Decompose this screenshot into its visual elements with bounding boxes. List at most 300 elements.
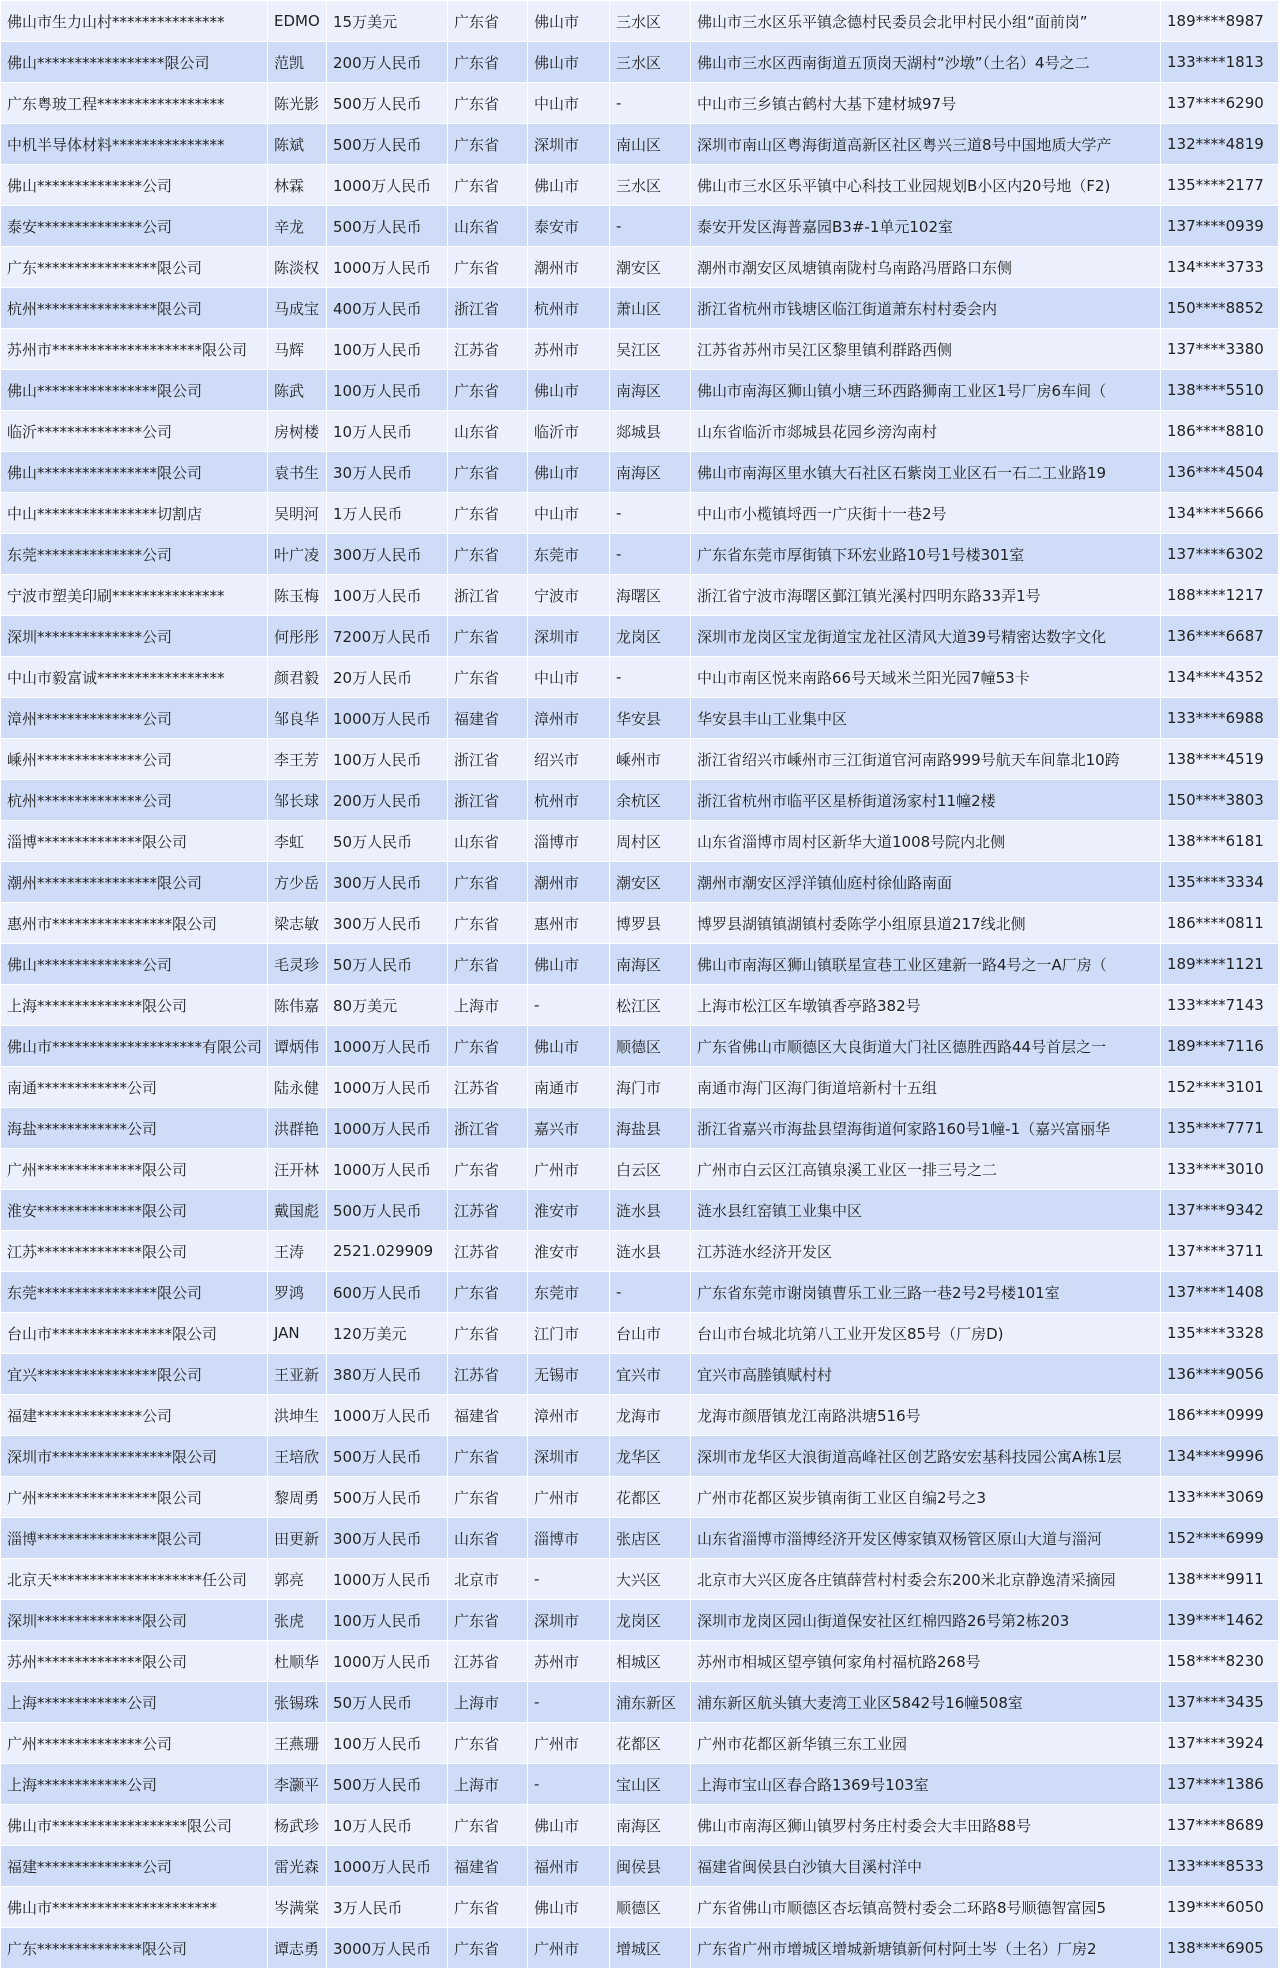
company-name-cell: 深圳**************限公司 xyxy=(1,1600,268,1641)
province-cell: 福建省 xyxy=(448,1846,528,1887)
city-cell: 佛山市 xyxy=(528,452,610,493)
table-row xyxy=(1,1067,1279,1108)
legal-person-cell: 陈斌 xyxy=(268,124,327,165)
phone-cell: 138****4519 xyxy=(1161,739,1279,780)
district-cell: 相城区 xyxy=(610,1641,691,1682)
registered-capital-cell: 20万人民币 xyxy=(327,657,448,698)
address-cell: 山东省临沂市郯城县花园乡滂沟南村 xyxy=(691,411,1161,452)
address-cell: 苏州市相城区望亭镇何家角村福杭路268号 xyxy=(691,1641,1161,1682)
company-name-cell: 惠州市****************限公司 xyxy=(1,903,268,944)
city-cell: 潮州市 xyxy=(528,862,610,903)
province-cell: 福建省 xyxy=(448,698,528,739)
phone-cell: 186****8810 xyxy=(1161,411,1279,452)
legal-person-cell: 王燕珊 xyxy=(268,1723,327,1764)
city-cell: 漳州市 xyxy=(528,698,610,739)
company-name-cell: 漳州**************公司 xyxy=(1,698,268,739)
phone-cell: 186****0999 xyxy=(1161,1395,1279,1436)
table-row xyxy=(1,534,1279,575)
legal-person-cell: 颜君毅 xyxy=(268,657,327,698)
address-cell: 佛山市南海区狮山镇联星宣巷工业区建新一路4号之一A厂房（ xyxy=(691,944,1161,985)
district-cell: 南海区 xyxy=(610,1805,691,1846)
address-cell: 宜兴市高塍镇赋村村 xyxy=(691,1354,1161,1395)
address-cell: 浙江省绍兴市嵊州市三江街道官河南路999号航天车间靠北10跨 xyxy=(691,739,1161,780)
province-cell: 山东省 xyxy=(448,821,528,862)
company-name-cell: 淮安**************限公司 xyxy=(1,1190,268,1231)
legal-person-cell: 邹长球 xyxy=(268,780,327,821)
table-row xyxy=(1,862,1279,903)
table-row xyxy=(1,1518,1279,1559)
city-cell: 深圳市 xyxy=(528,616,610,657)
phone-cell: 134****3733 xyxy=(1161,247,1279,288)
province-cell: 广东省 xyxy=(448,1149,528,1190)
city-cell: 佛山市 xyxy=(528,42,610,83)
address-cell: 浦东新区航头镇大麦湾工业区5842号16幢508室 xyxy=(691,1682,1161,1723)
company-name-cell: 东莞****************限公司 xyxy=(1,1272,268,1313)
table-row xyxy=(1,821,1279,862)
address-cell: 佛山市三水区乐平镇念德村民委员会北甲村民小组“面前岗” xyxy=(691,1,1161,42)
registered-capital-cell: 200万人民币 xyxy=(327,42,448,83)
province-cell: 北京市 xyxy=(448,1559,528,1600)
registered-capital-cell: 1000万人民币 xyxy=(327,165,448,206)
company-name-cell: 江苏**************限公司 xyxy=(1,1231,268,1272)
phone-cell: 136****4504 xyxy=(1161,452,1279,493)
address-cell: 泰安开发区海普嘉园B3#-1单元102室 xyxy=(691,206,1161,247)
registered-capital-cell: 1000万人民币 xyxy=(327,247,448,288)
company-name-cell: 广东粤玻工程***************** xyxy=(1,83,268,124)
city-cell: 临沂市 xyxy=(528,411,610,452)
table-row xyxy=(1,452,1279,493)
district-cell: 浦东新区 xyxy=(610,1682,691,1723)
district-cell: 张店区 xyxy=(610,1518,691,1559)
company-name-cell: 上海**************限公司 xyxy=(1,985,268,1026)
district-cell: 顺德区 xyxy=(610,1026,691,1067)
district-cell: 花都区 xyxy=(610,1477,691,1518)
city-cell: - xyxy=(528,1559,610,1600)
province-cell: 广东省 xyxy=(448,534,528,575)
registered-capital-cell: 15万美元 xyxy=(327,1,448,42)
phone-cell: 138****6905 xyxy=(1161,1928,1279,1969)
district-cell: 三水区 xyxy=(610,1,691,42)
address-cell: 华安县丰山工业集中区 xyxy=(691,698,1161,739)
registered-capital-cell: 1000万人民币 xyxy=(327,1108,448,1149)
legal-person-cell: 王亚新 xyxy=(268,1354,327,1395)
address-cell: 佛山市三水区西南街道五顶岗天湖村“沙墩”（土名）4号之二 xyxy=(691,42,1161,83)
city-cell: 中山市 xyxy=(528,657,610,698)
phone-cell: 133****1813 xyxy=(1161,42,1279,83)
district-cell: 龙华区 xyxy=(610,1436,691,1477)
district-cell: 大兴区 xyxy=(610,1559,691,1600)
company-name-cell: 宜兴****************限公司 xyxy=(1,1354,268,1395)
phone-cell: 136****6687 xyxy=(1161,616,1279,657)
city-cell: 福州市 xyxy=(528,1846,610,1887)
province-cell: 广东省 xyxy=(448,452,528,493)
company-name-cell: 东莞**************公司 xyxy=(1,534,268,575)
district-cell: 吴江区 xyxy=(610,329,691,370)
table-row xyxy=(1,42,1279,83)
address-cell: 浙江省宁波市海曙区鄞江镇光溪村四明东路33弄1号 xyxy=(691,575,1161,616)
address-cell: 深圳市龙岗区园山街道保安社区红棉四路26号第2栋203 xyxy=(691,1600,1161,1641)
city-cell: 淮安市 xyxy=(528,1190,610,1231)
company-name-cell: 佛山市********************** xyxy=(1,1887,268,1928)
phone-cell: 138****9911 xyxy=(1161,1559,1279,1600)
phone-cell: 137****3380 xyxy=(1161,329,1279,370)
province-cell: 上海市 xyxy=(448,1682,528,1723)
city-cell: 淄博市 xyxy=(528,821,610,862)
registered-capital-cell: 300万人民币 xyxy=(327,534,448,575)
company-name-cell: 嵊州**************公司 xyxy=(1,739,268,780)
phone-cell: 186****0811 xyxy=(1161,903,1279,944)
table-row xyxy=(1,1436,1279,1477)
address-cell: 佛山市南海区狮山镇罗村务庄村委会大丰田路88号 xyxy=(691,1805,1161,1846)
registered-capital-cell: 50万人民币 xyxy=(327,1682,448,1723)
district-cell: 三水区 xyxy=(610,165,691,206)
registered-capital-cell: 200万人民币 xyxy=(327,780,448,821)
legal-person-cell: 杨武珍 xyxy=(268,1805,327,1846)
legal-person-cell: 陈淡权 xyxy=(268,247,327,288)
legal-person-cell: 陈伟嘉 xyxy=(268,985,327,1026)
address-cell: 浙江省杭州市临平区星桥街道汤家村11幢2楼 xyxy=(691,780,1161,821)
district-cell: 潮安区 xyxy=(610,862,691,903)
province-cell: 广东省 xyxy=(448,1,528,42)
province-cell: 江苏省 xyxy=(448,329,528,370)
province-cell: 广东省 xyxy=(448,247,528,288)
city-cell: 东莞市 xyxy=(528,534,610,575)
phone-cell: 137****1386 xyxy=(1161,1764,1279,1805)
legal-person-cell: 房树楼 xyxy=(268,411,327,452)
phone-cell: 135****3334 xyxy=(1161,862,1279,903)
table-row xyxy=(1,1559,1279,1600)
company-name-cell: 佛山*****************限公司 xyxy=(1,42,268,83)
address-cell: 中山市南区悦来南路66号天域米兰阳光园7幢53卡 xyxy=(691,657,1161,698)
phone-cell: 138****6181 xyxy=(1161,821,1279,862)
province-cell: 广东省 xyxy=(448,165,528,206)
phone-cell: 137****6302 xyxy=(1161,534,1279,575)
province-cell: 广东省 xyxy=(448,83,528,124)
address-cell: 深圳市龙华区大浪街道高峰社区创艺路安宏基科技园公寓A栋1层 xyxy=(691,1436,1161,1477)
registered-capital-cell: 500万人民币 xyxy=(327,83,448,124)
legal-person-cell: 戴国彪 xyxy=(268,1190,327,1231)
legal-person-cell: 陈光影 xyxy=(268,83,327,124)
registered-capital-cell: 1000万人民币 xyxy=(327,1846,448,1887)
company-name-cell: 泰安**************公司 xyxy=(1,206,268,247)
address-cell: 深圳市龙岗区宝龙街道宝龙社区清风大道39号精密达数字文化 xyxy=(691,616,1161,657)
legal-person-cell: 雷光森 xyxy=(268,1846,327,1887)
province-cell: 广东省 xyxy=(448,657,528,698)
table-row xyxy=(1,1395,1279,1436)
registered-capital-cell: 100万人民币 xyxy=(327,1723,448,1764)
district-cell: - xyxy=(610,1272,691,1313)
company-name-cell: 佛山市********************有限公司 xyxy=(1,1026,268,1067)
phone-cell: 137****3924 xyxy=(1161,1723,1279,1764)
address-cell: 广州市花都区炭步镇南街工业区自编2号之3 xyxy=(691,1477,1161,1518)
legal-person-cell: 罗鸿 xyxy=(268,1272,327,1313)
phone-cell: 133****6988 xyxy=(1161,698,1279,739)
company-name-cell: 宁波市塑美印刷*************** xyxy=(1,575,268,616)
province-cell: 广东省 xyxy=(448,1026,528,1067)
table-row xyxy=(1,1805,1279,1846)
district-cell: 郯城县 xyxy=(610,411,691,452)
province-cell: 广东省 xyxy=(448,616,528,657)
registered-capital-cell: 7200万人民币 xyxy=(327,616,448,657)
district-cell: 三水区 xyxy=(610,42,691,83)
company-name-cell: 福建**************公司 xyxy=(1,1395,268,1436)
registered-capital-cell: 500万人民币 xyxy=(327,124,448,165)
city-cell: 中山市 xyxy=(528,493,610,534)
address-cell: 深圳市南山区粤海街道高新区社区粤兴三道8号中国地质大学产 xyxy=(691,124,1161,165)
city-cell: 深圳市 xyxy=(528,1600,610,1641)
company-name-cell: 北京天********************任公司 xyxy=(1,1559,268,1600)
legal-person-cell: 洪坤生 xyxy=(268,1395,327,1436)
city-cell: 漳州市 xyxy=(528,1395,610,1436)
table-row xyxy=(1,1149,1279,1190)
district-cell: 嵊州市 xyxy=(610,739,691,780)
registered-capital-cell: 300万人民币 xyxy=(327,1518,448,1559)
company-name-cell: 佛山****************限公司 xyxy=(1,370,268,411)
legal-person-cell: 郭亮 xyxy=(268,1559,327,1600)
district-cell: 松江区 xyxy=(610,985,691,1026)
address-cell: 佛山市南海区里水镇大石社区石紫岗工业区石一石二工业路19 xyxy=(691,452,1161,493)
legal-person-cell: 张锡珠 xyxy=(268,1682,327,1723)
company-name-cell: 上海************公司 xyxy=(1,1764,268,1805)
company-name-cell: 杭州****************限公司 xyxy=(1,288,268,329)
registered-capital-cell: 100万人民币 xyxy=(327,329,448,370)
table-row xyxy=(1,288,1279,329)
address-cell: 南通市海门区海门街道培新村十五组 xyxy=(691,1067,1161,1108)
address-cell: 上海市松江区车墩镇香亭路382号 xyxy=(691,985,1161,1026)
company-name-cell: 佛山**************公司 xyxy=(1,944,268,985)
company-name-cell: 佛山市生力山村*************** xyxy=(1,1,268,42)
province-cell: 广东省 xyxy=(448,124,528,165)
legal-person-cell: 谭炳伟 xyxy=(268,1026,327,1067)
table-row xyxy=(1,780,1279,821)
legal-person-cell: 洪群艳 xyxy=(268,1108,327,1149)
phone-cell: 152****6999 xyxy=(1161,1518,1279,1559)
company-name-cell: 广东****************限公司 xyxy=(1,247,268,288)
district-cell: - xyxy=(610,493,691,534)
phone-cell: 133****3010 xyxy=(1161,1149,1279,1190)
legal-person-cell: 杜顺华 xyxy=(268,1641,327,1682)
address-cell: 上海市宝山区春合路1369号103室 xyxy=(691,1764,1161,1805)
district-cell: - xyxy=(610,206,691,247)
table-row xyxy=(1,739,1279,780)
company-name-cell: 广州****************限公司 xyxy=(1,1477,268,1518)
table-row xyxy=(1,124,1279,165)
province-cell: 上海市 xyxy=(448,1764,528,1805)
province-cell: 福建省 xyxy=(448,1395,528,1436)
company-name-cell: 苏州**************限公司 xyxy=(1,1641,268,1682)
province-cell: 广东省 xyxy=(448,1723,528,1764)
registered-capital-cell: 1000万人民币 xyxy=(327,1026,448,1067)
registered-capital-cell: 380万人民币 xyxy=(327,1354,448,1395)
district-cell: 顺德区 xyxy=(610,1887,691,1928)
registered-capital-cell: 1000万人民币 xyxy=(327,1395,448,1436)
company-name-cell: 临沂**************公司 xyxy=(1,411,268,452)
city-cell: 淄博市 xyxy=(528,1518,610,1559)
address-cell: 广东省东莞市谢岗镇曹乐工业三路一巷2号2号楼101室 xyxy=(691,1272,1161,1313)
city-cell: 佛山市 xyxy=(528,1,610,42)
address-cell: 台山市台城北坑第八工业开发区85号（厂房D) xyxy=(691,1313,1161,1354)
table-row xyxy=(1,575,1279,616)
table-row xyxy=(1,944,1279,985)
province-cell: 山东省 xyxy=(448,206,528,247)
address-cell: 福建省闽侯县白沙镇大目溪村洋中 xyxy=(691,1846,1161,1887)
phone-cell: 189****7116 xyxy=(1161,1026,1279,1067)
phone-cell: 136****9056 xyxy=(1161,1354,1279,1395)
registered-capital-cell: 500万人民币 xyxy=(327,1764,448,1805)
district-cell: 潮安区 xyxy=(610,247,691,288)
address-cell: 涟水县红窑镇工业集中区 xyxy=(691,1190,1161,1231)
district-cell: 海门市 xyxy=(610,1067,691,1108)
city-cell: 绍兴市 xyxy=(528,739,610,780)
district-cell: 余杭区 xyxy=(610,780,691,821)
district-cell: 南海区 xyxy=(610,370,691,411)
province-cell: 浙江省 xyxy=(448,575,528,616)
table-row xyxy=(1,1764,1279,1805)
city-cell: 潮州市 xyxy=(528,247,610,288)
registered-capital-cell: 100万人民币 xyxy=(327,1600,448,1641)
legal-person-cell: 方少岳 xyxy=(268,862,327,903)
company-name-cell: 深圳市****************限公司 xyxy=(1,1436,268,1477)
district-cell: 南海区 xyxy=(610,944,691,985)
table-row xyxy=(1,1477,1279,1518)
registered-capital-cell: 100万人民币 xyxy=(327,575,448,616)
table-row xyxy=(1,1,1279,42)
phone-cell: 150****8852 xyxy=(1161,288,1279,329)
company-name-cell: 海盐************公司 xyxy=(1,1108,268,1149)
province-cell: 山东省 xyxy=(448,1518,528,1559)
registered-capital-cell: 400万人民币 xyxy=(327,288,448,329)
phone-cell: 134****9996 xyxy=(1161,1436,1279,1477)
phone-cell: 158****8230 xyxy=(1161,1641,1279,1682)
legal-person-cell: EDMO xyxy=(268,1,327,42)
registered-capital-cell: 2521.029909 xyxy=(327,1231,448,1272)
district-cell: - xyxy=(610,83,691,124)
phone-cell: 134****4352 xyxy=(1161,657,1279,698)
city-cell: - xyxy=(528,1764,610,1805)
company-name-cell: 苏州市********************限公司 xyxy=(1,329,268,370)
phone-cell: 135****2177 xyxy=(1161,165,1279,206)
city-cell: 佛山市 xyxy=(528,165,610,206)
table-row xyxy=(1,206,1279,247)
registered-capital-cell: 1万人民币 xyxy=(327,493,448,534)
phone-cell: 137****0939 xyxy=(1161,206,1279,247)
company-name-cell: 佛山市******************限公司 xyxy=(1,1805,268,1846)
table-row xyxy=(1,1682,1279,1723)
district-cell: 宝山区 xyxy=(610,1764,691,1805)
legal-person-cell: 吴明河 xyxy=(268,493,327,534)
address-cell: 广东省广州市增城区增城新塘镇新何村阿土岑（土名）厂房2 xyxy=(691,1928,1161,1969)
legal-person-cell: 何彤彤 xyxy=(268,616,327,657)
phone-cell: 137****9342 xyxy=(1161,1190,1279,1231)
city-cell: 广州市 xyxy=(528,1477,610,1518)
table-row xyxy=(1,1600,1279,1641)
city-cell: 佛山市 xyxy=(528,1026,610,1067)
table-row xyxy=(1,616,1279,657)
district-cell: 台山市 xyxy=(610,1313,691,1354)
address-cell: 中山市三乡镇古鹤村大基下建材城97号 xyxy=(691,83,1161,124)
legal-person-cell: 王涛 xyxy=(268,1231,327,1272)
district-cell: 周村区 xyxy=(610,821,691,862)
registered-capital-cell: 10万人民币 xyxy=(327,1805,448,1846)
table-row xyxy=(1,411,1279,452)
phone-cell: 133****7143 xyxy=(1161,985,1279,1026)
address-cell: 佛山市三水区乐平镇中心科技工业园规划B小区内20号地（F2) xyxy=(691,165,1161,206)
address-cell: 浙江省杭州市钱塘区临江街道萧东村村委会内 xyxy=(691,288,1161,329)
district-cell: 增城区 xyxy=(610,1928,691,1969)
phone-cell: 137****1408 xyxy=(1161,1272,1279,1313)
table-row xyxy=(1,985,1279,1026)
province-cell: 广东省 xyxy=(448,1887,528,1928)
legal-person-cell: 陆永健 xyxy=(268,1067,327,1108)
legal-person-cell: 汪开林 xyxy=(268,1149,327,1190)
table-row xyxy=(1,1641,1279,1682)
table-row xyxy=(1,1231,1279,1272)
registered-capital-cell: 1000万人民币 xyxy=(327,698,448,739)
table-row xyxy=(1,83,1279,124)
registered-capital-cell: 1000万人民币 xyxy=(327,1559,448,1600)
district-cell: 龙海市 xyxy=(610,1395,691,1436)
legal-person-cell: 梁志敏 xyxy=(268,903,327,944)
district-cell: 博罗县 xyxy=(610,903,691,944)
city-cell: 广州市 xyxy=(528,1928,610,1969)
city-cell: - xyxy=(528,985,610,1026)
phone-cell: 139****1462 xyxy=(1161,1600,1279,1641)
province-cell: 江苏省 xyxy=(448,1641,528,1682)
district-cell: 龙岗区 xyxy=(610,616,691,657)
legal-person-cell: 袁书生 xyxy=(268,452,327,493)
registered-capital-cell: 500万人民币 xyxy=(327,1190,448,1231)
address-cell: 潮州市潮安区凤塘镇南陇村乌南路冯厝路口东侧 xyxy=(691,247,1161,288)
registered-capital-cell: 1000万人民币 xyxy=(327,1067,448,1108)
company-name-cell: 中山市毅富诚***************** xyxy=(1,657,268,698)
legal-person-cell: 毛灵珍 xyxy=(268,944,327,985)
province-cell: 广东省 xyxy=(448,903,528,944)
registered-capital-cell: 80万美元 xyxy=(327,985,448,1026)
table-row xyxy=(1,493,1279,534)
legal-person-cell: JAN xyxy=(268,1313,327,1354)
city-cell: 无锡市 xyxy=(528,1354,610,1395)
province-cell: 浙江省 xyxy=(448,780,528,821)
address-cell: 广东省佛山市顺德区大良街道大门社区德胜西路44号首层之一 xyxy=(691,1026,1161,1067)
company-name-cell: 中机半导体材料*************** xyxy=(1,124,268,165)
province-cell: 浙江省 xyxy=(448,288,528,329)
city-cell: 佛山市 xyxy=(528,370,610,411)
registered-capital-cell: 3万人民币 xyxy=(327,1887,448,1928)
city-cell: 佛山市 xyxy=(528,1805,610,1846)
district-cell: 萧山区 xyxy=(610,288,691,329)
address-cell: 山东省淄博市淄博经济开发区傅家镇双杨管区原山大道与淄河 xyxy=(691,1518,1161,1559)
table-row xyxy=(1,1723,1279,1764)
legal-person-cell: 叶广凌 xyxy=(268,534,327,575)
phone-cell: 135****7771 xyxy=(1161,1108,1279,1149)
city-cell: 苏州市 xyxy=(528,1641,610,1682)
table-row xyxy=(1,903,1279,944)
phone-cell: 138****5510 xyxy=(1161,370,1279,411)
district-cell: 宜兴市 xyxy=(610,1354,691,1395)
legal-person-cell: 李王芳 xyxy=(268,739,327,780)
legal-person-cell: 田更新 xyxy=(268,1518,327,1559)
legal-person-cell: 马辉 xyxy=(268,329,327,370)
province-cell: 广东省 xyxy=(448,42,528,83)
table-row xyxy=(1,1313,1279,1354)
company-name-cell: 淄博**************限公司 xyxy=(1,821,268,862)
table-row xyxy=(1,370,1279,411)
legal-person-cell: 张虎 xyxy=(268,1600,327,1641)
legal-person-cell: 林霖 xyxy=(268,165,327,206)
city-cell: 广州市 xyxy=(528,1149,610,1190)
phone-cell: 137****3435 xyxy=(1161,1682,1279,1723)
province-cell: 广东省 xyxy=(448,370,528,411)
